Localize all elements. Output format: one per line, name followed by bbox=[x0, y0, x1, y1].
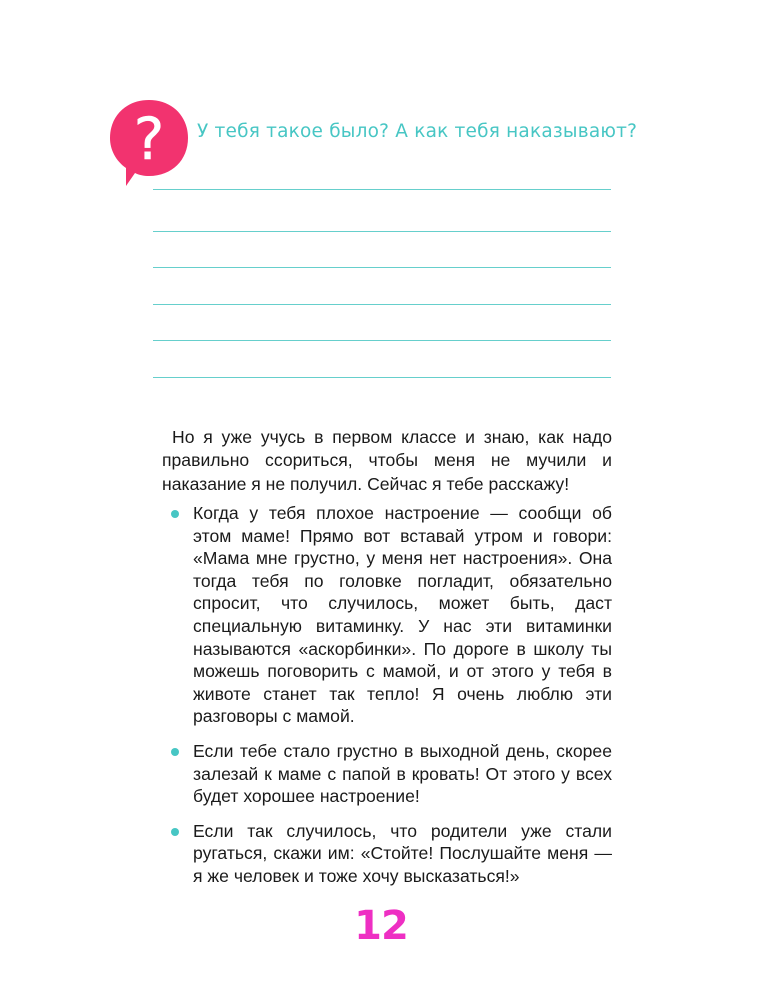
answer-line[interactable] bbox=[153, 189, 611, 190]
answer-line[interactable] bbox=[153, 377, 611, 378]
question-glyph: ? bbox=[133, 105, 165, 173]
answer-line[interactable] bbox=[153, 340, 611, 341]
question-title: У тебя такое было? А как тебя наказывают? bbox=[197, 121, 638, 142]
answer-line[interactable] bbox=[153, 231, 611, 232]
story-text bbox=[162, 426, 612, 496]
answer-line[interactable] bbox=[153, 267, 611, 268]
bullet-dot-icon bbox=[171, 510, 179, 518]
bullet-dot-icon bbox=[171, 748, 179, 756]
tips-list bbox=[171, 502, 612, 900]
bullet-dot-icon bbox=[171, 828, 179, 836]
tip-text: Если тебе стало грустно в выходной день, скорее залезай к маме с папой в кровать! От этого у всех будет хорошее настроение! bbox=[193, 740, 612, 807]
pink-speech-bubble-question-icon bbox=[106, 96, 192, 188]
tip-item bbox=[171, 820, 612, 888]
intro-paragraph: Но я уже учусь в первом классе и знаю, как надо правильно ссориться, чтобы меня не мучили и наказание я не получил. Сейчас я тебе расскажу! bbox=[162, 427, 612, 494]
answer-line[interactable] bbox=[153, 304, 611, 305]
question-badge bbox=[106, 96, 192, 188]
tip-item bbox=[171, 740, 612, 808]
tip-text: Когда у тебя плохое настроение — сообщи об этом маме! Прямо вот вставай утром и говори: «Мама мне грустно, у меня нет настроения». Она тогда тебя по головке погладит, обязательно спросит, что случилось, может быть, даст специальную витаминку. У нас эти витаминки называются «аскорбинки». По дороге в школу ты можешь поговорить с мамой, и от этого у тебя в животе станет так тепло! Я очень люблю эти разговоры с мамой. bbox=[193, 503, 612, 727]
tip-item bbox=[171, 502, 612, 728]
tip-text: Если так случилось, что родители уже стали ругаться, скажи им: «Стойте! Послушайте меня — я же человек и тоже хочу высказаться!» bbox=[193, 820, 612, 886]
page-number: 12 bbox=[354, 903, 408, 949]
